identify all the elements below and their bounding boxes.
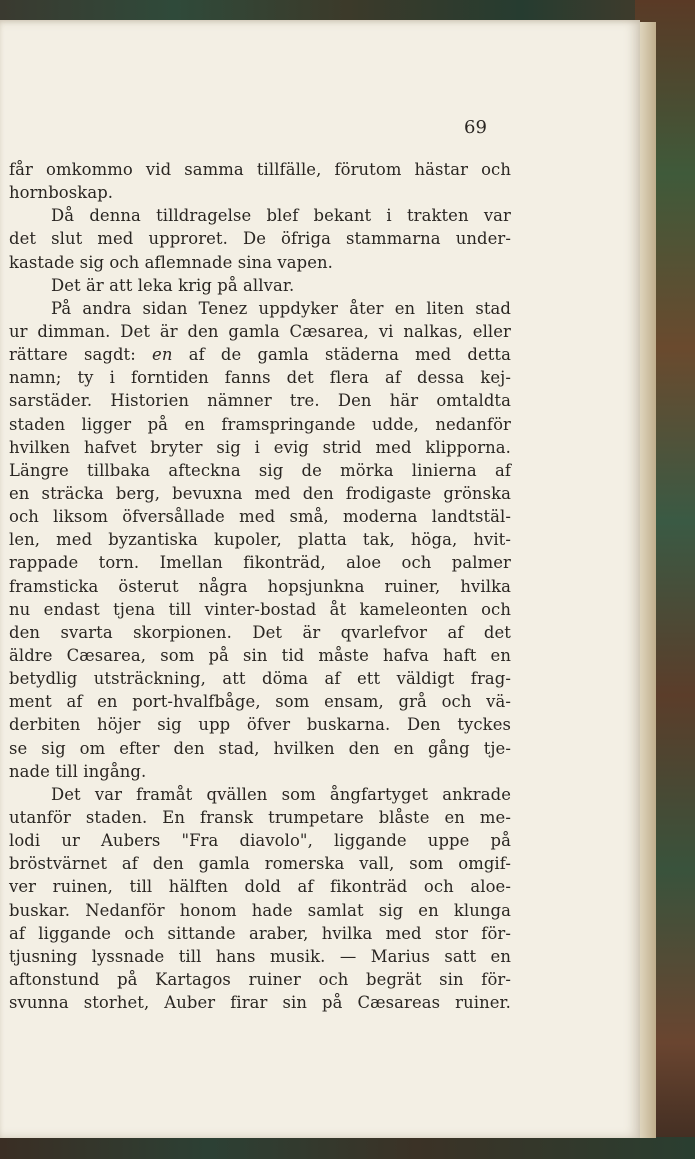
text-line: namn; ty i forntiden fanns det flera af dessa kej- — [9, 368, 511, 388]
text-line: aftonstund på Kartagos ruiner och begrät sin för- — [9, 969, 511, 989]
text-line: kastade sig och aflemnade sina vapen. — [9, 252, 333, 272]
text-line: hvilken hafvet bryter sig i evig strid med klipporna. — [9, 437, 511, 457]
text-segment: rättare sagdt: — [9, 345, 153, 365]
text-line: ur dimman. Det är den gamla Cæsarea, vi nalkas, eller — [9, 321, 511, 341]
text-line: framsticka österut några hopsjunkna ruiner, hvilka — [9, 576, 511, 596]
text-line — [9, 343, 511, 366]
text-line: Längre tillbaka afteckna sig de mörka linierna af — [9, 460, 511, 480]
text-line: derbiten höjer sig upp öfver buskarna. Den tyckes — [9, 715, 511, 735]
text-line: rappade torn. Imellan fikonträd, aloe och palmer — [9, 553, 511, 573]
text-line: nu endast tjena till vinter-bostad åt kameleonten och — [9, 599, 511, 619]
text-line: buskar. Nedanför honom hade samlat sig en klunga — [9, 900, 511, 920]
text-line: svunna storhet, Auber firar sin på Cæsareas ruiner. — [9, 993, 511, 1013]
text-line: se sig om efter den stad, hvilken den en gång tje- — [9, 738, 511, 758]
text-line: Då denna tilldragelse blef bekant i trakten var — [51, 206, 511, 226]
text-line: staden ligger på en framspringande udde, nedanför — [9, 414, 511, 434]
text-line: ver ruinen, till hälften dold af fikonträd och aloe- — [9, 877, 511, 897]
text-line: bröstvärnet af den gamla romerska vall, som omgif- — [9, 854, 511, 874]
text-line: den svarta skorpionen. Det är qvarlefvor af det — [9, 622, 511, 642]
book-cover-top — [0, 0, 695, 22]
text-line: lodi ur Aubers "Fra diavolo", liggande uppe på — [9, 831, 511, 851]
text-line: får omkommo vid samma tillfälle, förutom hästar och — [9, 160, 511, 179]
text-line: ment af en port-hvalfbåge, som ensam, grå och vä- — [9, 692, 511, 712]
text-line: det slut med upproret. De öfriga stammarna under- — [9, 229, 511, 249]
text-line: hornboskap. — [9, 183, 114, 203]
text-line: sarstäder. Historien nämner tre. Den här omtaldta — [9, 391, 511, 411]
text-line: Det är att leka krig på allvar. — [51, 275, 295, 295]
text-line: len, med byzantiska kupoler, platta tak, höga, hvit- — [9, 530, 511, 550]
text-line: och liksom öfversållade med små, moderna landtstäl- — [9, 507, 511, 527]
book-cover-bottom — [0, 1137, 695, 1159]
text-line: utanför staden. En fransk trumpetare blåste en me- — [9, 807, 511, 827]
text-segment: af de gamla städerna med detta — [172, 345, 511, 365]
text-line: På andra sidan Tenez uppdyker åter en liten stad — [51, 298, 511, 318]
body-text — [9, 158, 511, 1014]
text-line: af liggande och sittande araber, hvilka med stor för- — [9, 923, 511, 943]
text-line: en sträcka berg, bevuxna med den frodigaste grönska — [9, 483, 511, 503]
text-line: äldre Cæsarea, som på sin tid måste hafva haft en — [9, 645, 511, 665]
text-line: nade till ingång. — [9, 761, 147, 781]
text-line: tjusning lyssnade till hans musik. — Marius satt en — [9, 946, 511, 966]
page-number: 69 — [464, 117, 487, 138]
italic-word: en — [152, 345, 173, 365]
text-line: Det var framåt qvällen som ångfartyget ankrade — [51, 784, 511, 804]
text-line: betydlig utsträckning, att döma af ett väldigt frag- — [9, 669, 511, 689]
